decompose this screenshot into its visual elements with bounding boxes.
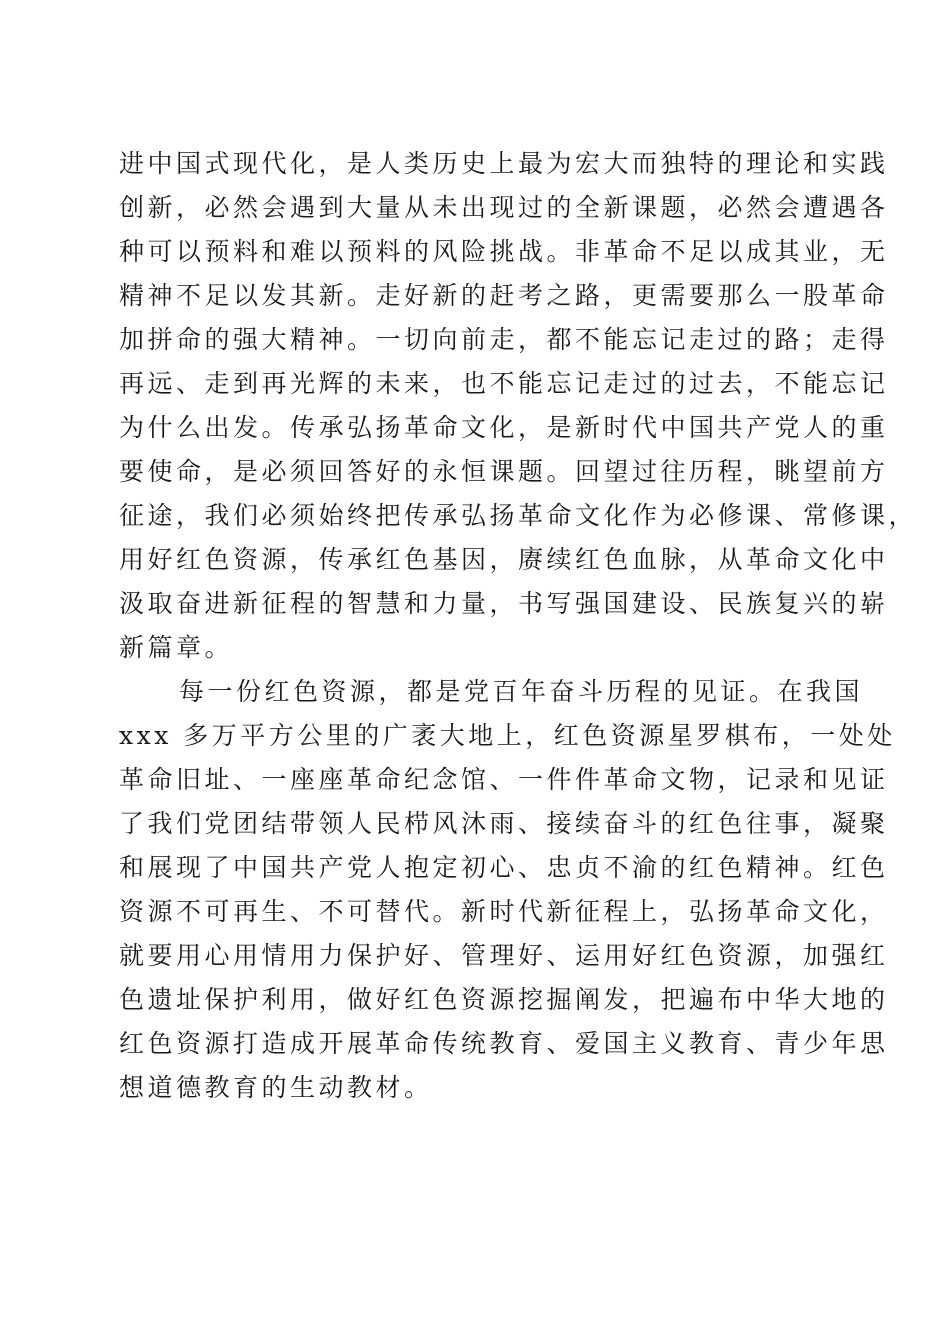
text-line: 红色资源打造成开展革命传统教育、爱国主义教育、青少年思 (119, 1029, 889, 1058)
text-line: 和展现了中国共产党人抱定初心、忠贞不渝的红色精神。红色 (119, 853, 889, 882)
body-text (119, 142, 918, 1110)
text-line: 进中国式现代化，是人类历史上最为宏大而独特的理论和实践 (119, 149, 889, 178)
text-line: 加拼命的强大精神。一切向前走，都不能忘记走过的路；走得 (119, 325, 889, 354)
text-line: 再远、走到再光辉的未来，也不能忘记走过的过去，不能忘记 (119, 369, 889, 398)
text-line: 革命旧址、一座座革命纪念馆、一件件革命文物，记录和见证 (119, 765, 889, 794)
text-line: 为什么出发。传承弘扬革命文化，是新时代中国共产党人的重 (119, 413, 889, 442)
text-line: 精神不足以发其新。走好新的赶考之路，更需要那么一股革命 (119, 281, 889, 310)
text-line-indented: 每一份红色资源，都是党百年奋斗历程的见证。在我国 (179, 677, 864, 706)
text-line: 征途，我们必须始终把传承弘扬革命文化作为必修课、常修课， (119, 501, 918, 530)
text-line: 资源不可再生、不可替代。新时代新征程上，弘扬革命文化， (119, 897, 889, 926)
paragraph-1 (119, 142, 918, 670)
text-line: 用好红色资源，传承红色基因，赓续红色血脉，从革命文化中 (119, 545, 889, 574)
text-line: 创新，必然会遇到大量从未出现过的全新课题，必然会遭遇各 (119, 193, 889, 222)
text-line: 汲取奋进新征程的智慧和力量，书写强国建设、民族复兴的崭 (119, 589, 889, 618)
text-line: 色遗址保护利用，做好红色资源挖掘阐发，把遍布中华大地的 (119, 985, 889, 1014)
text-line: 就要用心用情用力保护好、管理好、运用好红色资源，加强红 (119, 941, 889, 970)
text-line: 种可以预料和难以预料的风险挑战。非革命不足以成其业，无 (119, 237, 889, 266)
text-line: xxx 多万平方公里的广袤大地上，红色资源星罗棋布，一处处 (119, 721, 896, 750)
text-line: 了我们党团结带领人民栉风沐雨、接续奋斗的红色往事，凝聚 (119, 809, 889, 838)
text-line: 想道德教育的生动教材。 (119, 1073, 433, 1102)
paragraph-2 (119, 670, 896, 1110)
text-line: 新篇章。 (119, 633, 234, 662)
text-line: 要使命，是必须回答好的永恒课题。回望过往历程，眺望前方 (119, 457, 889, 486)
